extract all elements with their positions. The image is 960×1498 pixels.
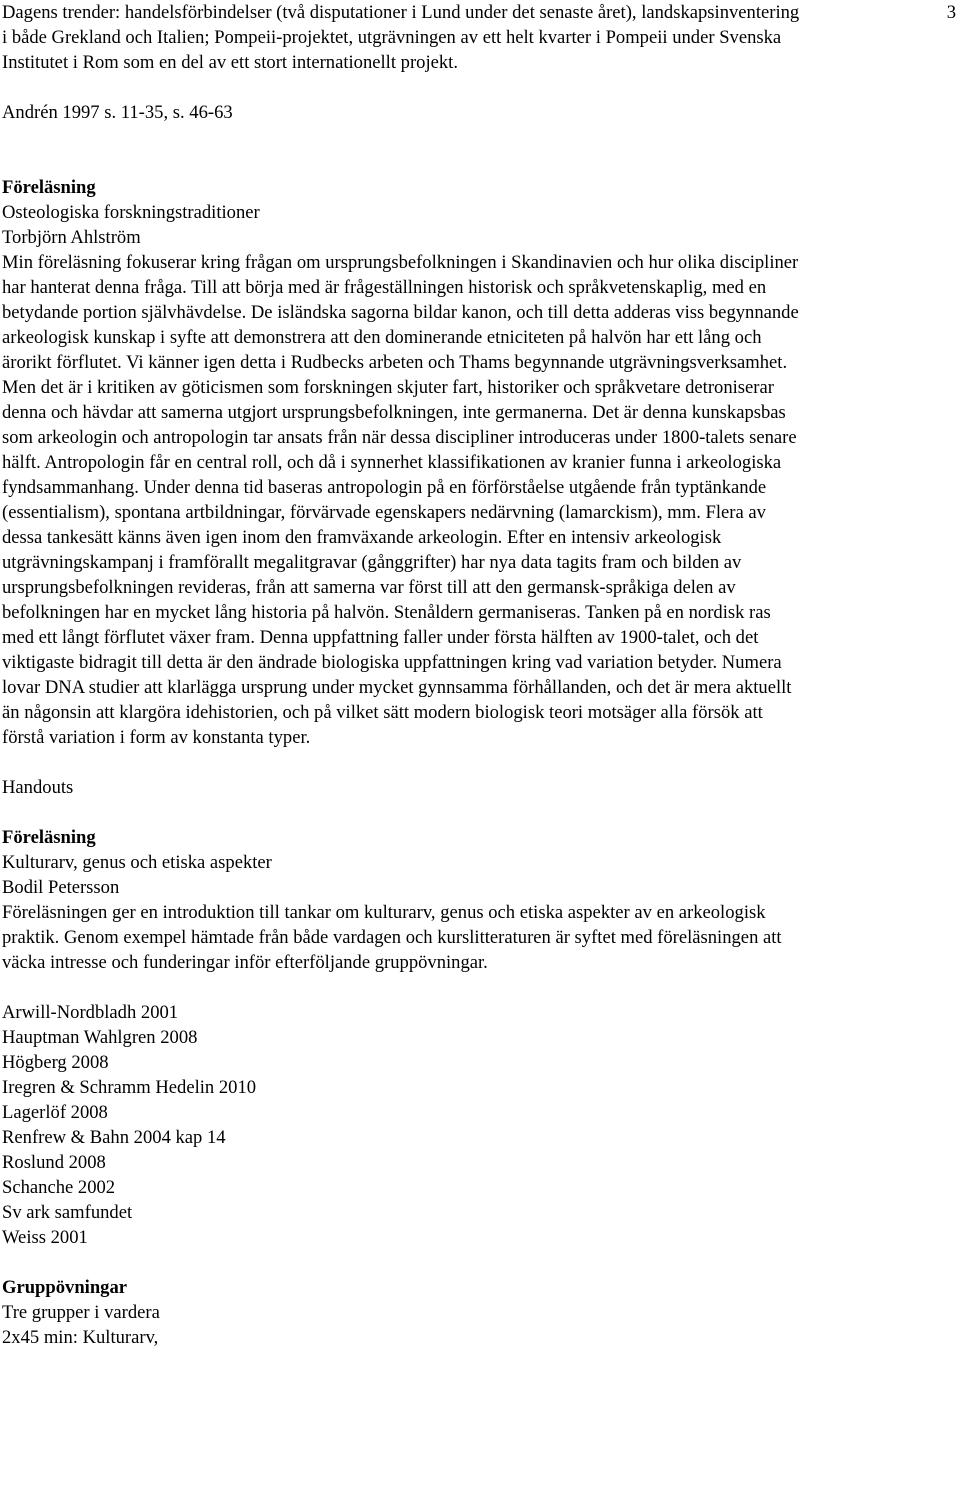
lecture-section-2 bbox=[2, 825, 802, 1250]
lecture-section-1 bbox=[2, 175, 802, 800]
spacer bbox=[2, 75, 802, 100]
spacer bbox=[2, 800, 802, 825]
page-number: 3 bbox=[946, 2, 956, 23]
spacer bbox=[2, 150, 802, 175]
reference-item: Weiss 2001 bbox=[2, 1227, 88, 1248]
lecture-heading: Föreläsning bbox=[2, 177, 96, 198]
intro-paragraph: Dagens trender: handelsförbindelser (två disputationer i Lund under det senaste året), landskapsinventering i både Grekland och Italien; Pompeii-projektet, utgrävningen av ett helt kvarter i Pompeii under Svenska Institutet i Rom som en del av ett stort internationellt projekt. bbox=[2, 2, 800, 73]
spacer bbox=[2, 975, 802, 1000]
spacer bbox=[2, 750, 802, 775]
group-exercises-section bbox=[2, 1275, 802, 1350]
reference-item: Renfrew & Bahn 2004 kap 14 bbox=[2, 1127, 226, 1148]
lecture-heading: Föreläsning bbox=[2, 827, 96, 848]
reference-item: Arwill-Nordbladh 2001 bbox=[2, 1002, 179, 1023]
reference-item: Lagerlöf 2008 bbox=[2, 1102, 108, 1123]
lecture-title: Osteologiska forskningstraditioner bbox=[2, 202, 260, 223]
handouts-label: Handouts bbox=[2, 777, 74, 798]
lecture-body: Föreläsningen ger en introduktion till tankar om kulturarv, genus och etiska aspekter av en arkeologisk praktik. Genom exempel hämtade från både vardagen och kurslitteraturen är syftet med föreläsningen att väcka intresse och funderingar inför efterföljande gruppövningar. bbox=[2, 902, 782, 973]
lecture-body: Min föreläsning fokuserar kring frågan om ursprungsbefolkningen i Skandinavien och hur olika discipliner har hanterat denna fråga. Till att börja med är frågeställningen historisk och språkvetenskaplig, med en betydande portion självhävdelse. De isländska sagorna bildar kanon, och till detta adderas viss begynnande arkeologisk kunskap i syfte att demonstrera att den dominerande etniciteten på halvön har ett lång och ärorikt förflutet. Vi känner igen detta i Rudbecks arbeten och Thams begynnande utgrävningsverksamhet. Men det är i kritiken av göticismen som forskningen skjuter fart, historiker och språkvetare detroniserar denna och hävdar att samerna utgjort ursprungsbefolkningen, inte germanerna. Det är denna kunskapsbas som arkeologin och antropologin tar ansats från när dessa discipliner introduceras under 1800-talets senare hälft. Antropologin får en central roll, och då i synnerhet klassifikationen av kranier funna i arkeologiska fyndsammanhang. Under denna tid baseras antropologin på en förförståelse utgående från typtänkande (essentialism), spontana artbildningar, förvärvade egenskapers nedärvning (lamarckism), mm. Flera av dessa tankesätt känns även igen inom den framväxande arkeologin. Efter en intensiv arkeologisk utgrävningskampanj i framförallt megalitgravar (gånggrifter) har nya data tagits fram och bilden av ursprungsbefolkningen revideras, från att samerna var först till att den germansk-språkiga delen av befolkningen har en mycket lång historia på halvön. Stenåldern germaniseras. Tanken på en nordisk ras med ett långt förflutet växer fram. Denna uppfattning faller under första hälften av 1900-talet, och det viktigaste bidragit till detta är den ändrade biologiska uppfattningen kring vad variation betyder. Numera lovar DNA studier att klarlägga ursprung under mycket gynnsamma förhållanden, och det är mera aktuellt än någonsin att klargöra idehistorien, och på vilket sätt modern biologisk teori motsäger alla försök att förstå variation i form av konstanta typer. bbox=[2, 252, 799, 748]
reference-item: Roslund 2008 bbox=[2, 1152, 106, 1173]
reference-list bbox=[2, 1000, 802, 1250]
reference-item: Iregren & Schramm Hedelin 2010 bbox=[2, 1077, 257, 1098]
reference-item: Schanche 2002 bbox=[2, 1177, 116, 1198]
document-page bbox=[2, 0, 802, 1350]
reference-item: Högberg 2008 bbox=[2, 1052, 109, 1073]
lecturer-name: Torbjörn Ahlström bbox=[2, 227, 141, 248]
group-exercises-line: Tre grupper i vardera bbox=[2, 1302, 160, 1323]
group-exercises-heading: Gruppövningar bbox=[2, 1277, 128, 1298]
spacer bbox=[2, 125, 802, 150]
intro-reference: Andrén 1997 s. 11-35, s. 46-63 bbox=[2, 102, 233, 123]
group-exercises-line: 2x45 min: Kulturarv, bbox=[2, 1327, 159, 1348]
lecture-title: Kulturarv, genus och etiska aspekter bbox=[2, 852, 272, 873]
lecturer-name: Bodil Petersson bbox=[2, 877, 120, 898]
spacer bbox=[2, 1250, 802, 1275]
reference-item: Hauptman Wahlgren 2008 bbox=[2, 1027, 198, 1048]
reference-item: Sv ark samfundet bbox=[2, 1202, 133, 1223]
